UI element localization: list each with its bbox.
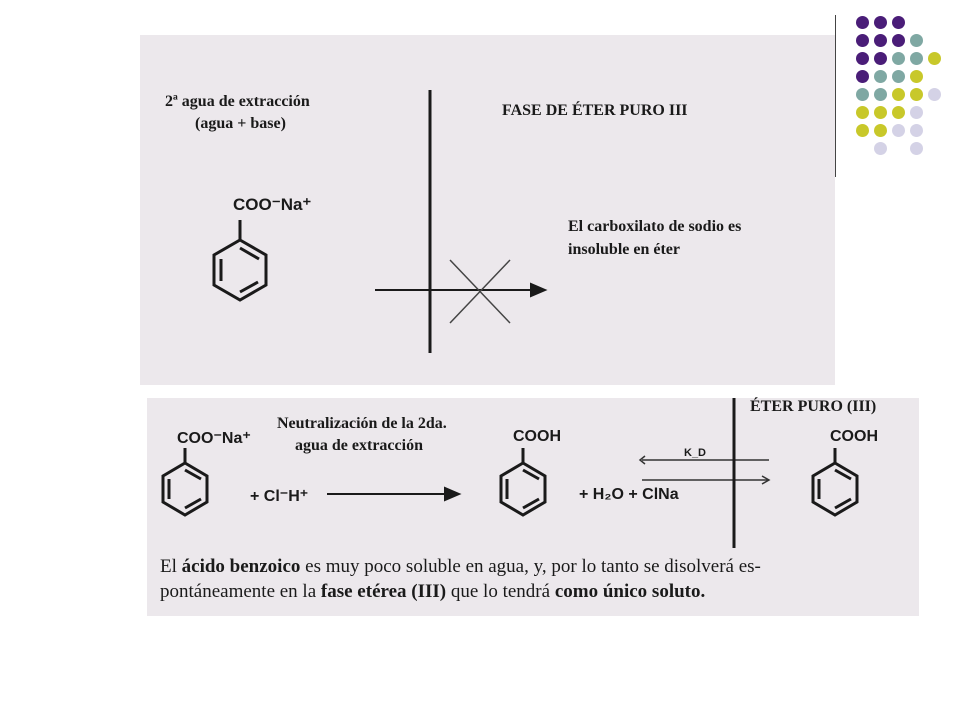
dot xyxy=(892,106,905,119)
text-span: que lo tendrá xyxy=(446,581,555,602)
equilibrium-arrows xyxy=(640,456,769,484)
ether-title: ÉTER PURO (III) xyxy=(750,398,877,415)
dot xyxy=(874,124,887,137)
dot xyxy=(892,52,905,65)
reaction-arrow xyxy=(327,488,459,500)
dot xyxy=(856,106,869,119)
benzene-ring xyxy=(214,220,266,300)
dot xyxy=(892,124,905,137)
dot xyxy=(874,16,887,29)
dot xyxy=(856,52,869,65)
dot xyxy=(856,88,869,101)
benzene-rings xyxy=(163,448,857,515)
insoluble-note-line1: El carboxilato de sodio es xyxy=(568,218,742,235)
dot xyxy=(856,16,869,29)
phase-title: FASE DE ÉTER PURO III xyxy=(502,102,688,119)
dot xyxy=(910,142,923,155)
extraction-heading-line2: (agua + base) xyxy=(195,115,286,132)
decorative-vertical-rule xyxy=(835,15,836,177)
dot xyxy=(910,106,923,119)
reaction-title-line2: agua de extracción xyxy=(295,437,423,454)
dot xyxy=(928,52,941,65)
text-span: pontáneamente en la xyxy=(160,581,321,602)
extraction-heading-line1: 2ª agua de extracción xyxy=(165,93,310,110)
scan-panel-top xyxy=(140,35,835,385)
kd-label: K_D xyxy=(684,447,707,459)
ether-phase-term: fase etérea (III) xyxy=(320,581,447,602)
product-label: COOH xyxy=(513,428,561,445)
dot xyxy=(856,34,869,47)
insoluble-note-line2: insoluble en éter xyxy=(568,241,680,258)
dot xyxy=(910,70,923,83)
dot xyxy=(910,52,923,65)
dot xyxy=(910,34,923,47)
dot xyxy=(874,88,887,101)
text-span: El xyxy=(160,556,182,577)
explanation-line2 xyxy=(160,581,705,603)
dot xyxy=(928,88,941,101)
byproducts-label: + H₂O + ClNa xyxy=(579,486,679,503)
dot xyxy=(874,142,887,155)
benzoic-acid-term: ácido benzoico xyxy=(181,556,301,577)
dot xyxy=(892,88,905,101)
dot xyxy=(892,70,905,83)
blocked-cross xyxy=(450,260,510,323)
dot xyxy=(874,34,887,47)
dot xyxy=(856,70,869,83)
dot xyxy=(874,70,887,83)
reactant-label: COO⁻Na⁺ xyxy=(177,430,251,447)
acid-label: + Cl⁻H⁺ xyxy=(250,488,309,505)
dot xyxy=(910,124,923,137)
explanation-line1 xyxy=(160,556,761,578)
dot xyxy=(892,34,905,47)
dot xyxy=(874,106,887,119)
dot xyxy=(874,52,887,65)
carboxylate-label: COO⁻Na⁺ xyxy=(233,195,312,214)
dot xyxy=(910,88,923,101)
dot xyxy=(892,16,905,29)
reaction-title-line1: Neutralización de la 2da. xyxy=(277,415,447,432)
transfer-arrow xyxy=(375,284,545,296)
text-span: es muy poco soluble en agua, y, por lo tanto se disolverá es- xyxy=(300,556,761,577)
only-solute-term: como único soluto. xyxy=(554,581,706,602)
dot xyxy=(856,124,869,137)
ether-product-label: COOH xyxy=(830,428,878,445)
top-panel-drawing xyxy=(140,35,835,385)
